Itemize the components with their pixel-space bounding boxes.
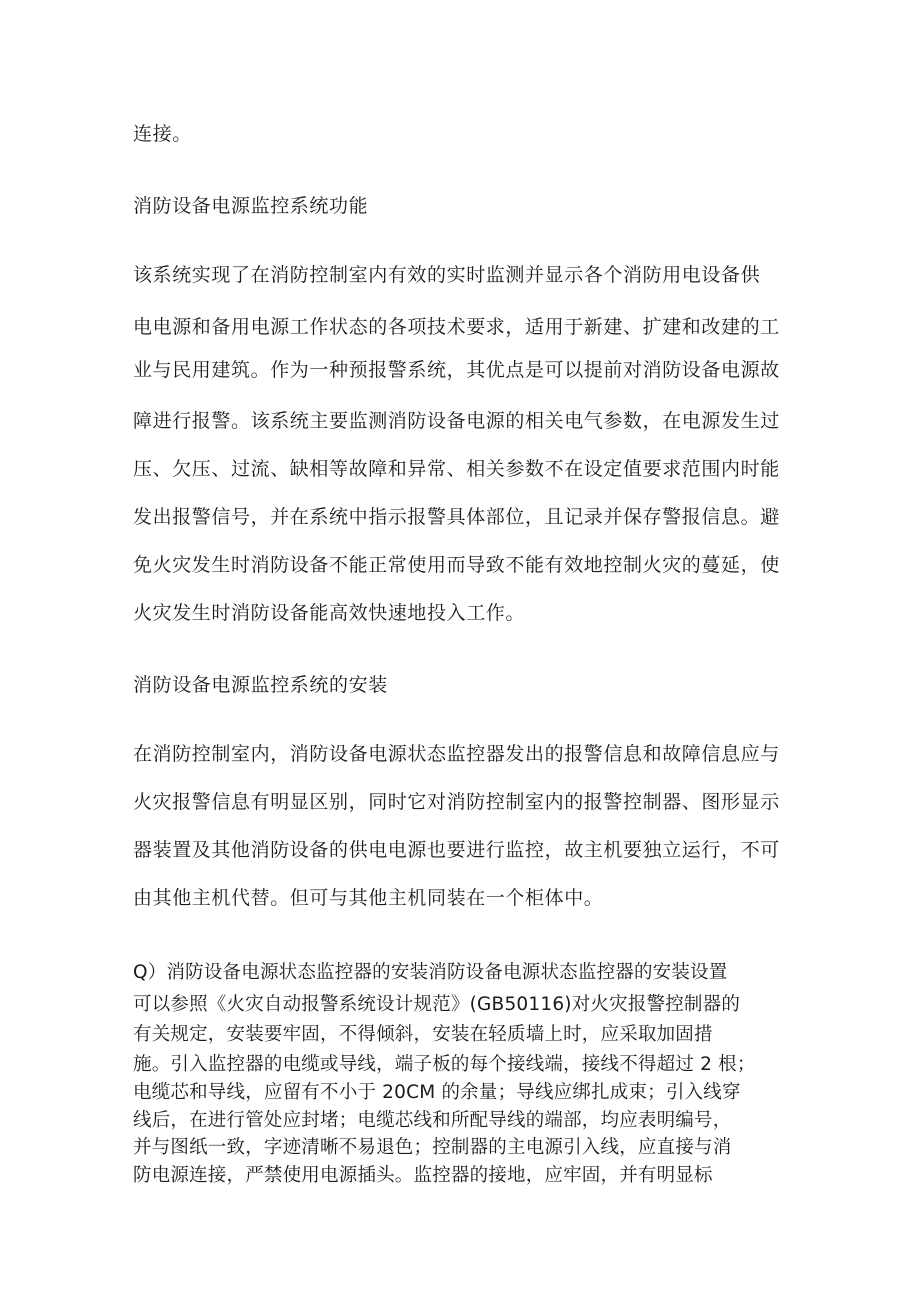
paragraph-monitor-line-7: 并与图纸一致，字迹清晰不易退色；控制器的主电源引入线，应直接与消 (133, 1137, 732, 1158)
paragraph-installation-line-1: 在消防控制室内，消防设备电源状态监控器发出的报警信息和故障信息应与 (133, 743, 780, 765)
paragraph-monitor-line-8: 防电源连接，严禁使用电源插头。监控器的接地，应牢固，并有明显标 (133, 1165, 713, 1186)
paragraph-function-line-4: 障进行报警。该系统主要监测消防设备电源的相关电气参数，在电源发生过 (133, 410, 780, 432)
paragraph-monitor-line-2: 可以参照《火灾自动报警系统设计规范》(GB50116)对火灾报警控制器的 (133, 994, 741, 1015)
paragraph-function-line-1: 该系统实现了在消防控制室内有效的实时监测并显示各个消防用电设备供 (133, 264, 761, 286)
paragraph-installation-line-3: 器装置及其他消防设备的供电电源也要进行监控，故主机要独立运行，不可 (133, 839, 780, 861)
section-heading-function: 消防设备电源监控系统功能 (133, 195, 369, 217)
paragraph-monitor-line-3: 有关规定，安装要牢固，不得倾斜，安装在轻质墙上时，应采取加固措 (133, 1024, 713, 1045)
paragraph-continuation-line: 连接。 (133, 123, 192, 145)
paragraph-function-line-5: 压、欠压、过流、缺相等故障和异常、相关参数不在设定值要求范围内时能 (133, 458, 780, 480)
section-heading-installation: 消防设备电源监控系统的安装 (133, 674, 388, 696)
paragraph-monitor-line-6: 线后，在进行管处应封堵；电缆芯线和所配导线的端部，均应表明编号， (133, 1110, 732, 1131)
paragraph-installation-line-2: 火灾报警信息有明显区别，同时它对消防控制室内的报警控制器、图形显示 (133, 791, 780, 813)
paragraph-function-line-8: 火灾发生时消防设备能高效快速地投入工作。 (133, 602, 526, 624)
paragraph-function-line-6: 发出报警信号，并在系统中指示报警具体部位，且记录并保存警报信息。避 (133, 506, 780, 528)
paragraph-monitor-line-1: Q）消防设备电源状态监控器的安装消防设备电源状态监控器的安装设置 (133, 962, 728, 983)
paragraph-monitor-line-5: 电缆芯和导线，应留有不小于 20CM 的余量；导线应绑扎成束；引入线穿 (133, 1082, 741, 1103)
paragraph-monitor-line-4: 施。引入监控器的电缆或导线，端子板的每个接线端，接线不得超过 2 根； (133, 1054, 756, 1075)
paragraph-installation-line-4: 由其他主机代替。但可与其他主机同装在一个柜体中。 (133, 887, 604, 909)
paragraph-function-line-7: 免火灾发生时消防设备不能正常使用而导致不能有效地控制火灾的蔓延，使 (133, 554, 780, 576)
paragraph-function-line-3: 业与民用建筑。作为一种预报警系统，其优点是可以提前对消防设备电源故 (133, 359, 780, 381)
paragraph-function-line-2: 电电源和备用电源工作状态的各项技术要求，适用于新建、扩建和改建的工 (133, 316, 780, 338)
